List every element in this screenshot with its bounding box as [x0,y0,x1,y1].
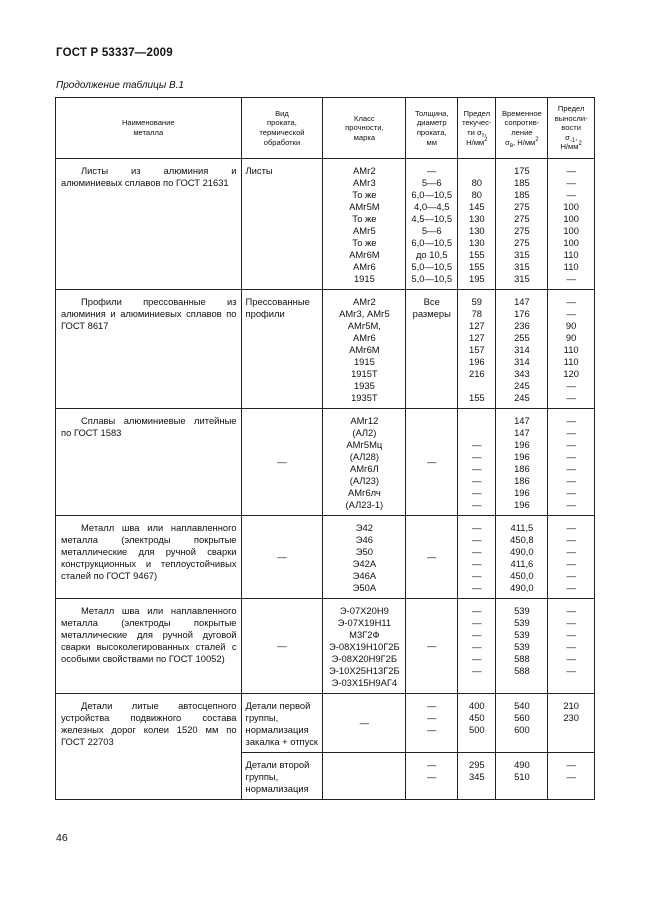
thickness-cell-value: — [427,771,437,782]
endurance-cell-value: — [566,570,576,581]
endurance-cell-value: 100 [563,225,579,236]
tensile-cell-value: 245 [514,392,530,403]
tensile-cell-value: 196 [514,439,530,450]
grade-cell-value [323,759,405,771]
grade-cell-value: Э46 [355,534,373,545]
yield-cell-value: — [472,582,482,593]
kind-cell [241,409,323,516]
thickness-cell-value: — [427,456,437,467]
yield-cell-value: — [472,570,482,581]
tensile-cell-value: 175 [514,165,530,176]
thickness-cell-value: 4,5—10,5 [411,213,453,224]
yield-cell-value: 450 [468,712,485,723]
tensile-cell-value: 236 [514,320,530,331]
thickness-cell-value: 5,0—10,5 [411,273,453,284]
yield-cell-value [458,427,495,439]
tensile-cell-value: 185 [514,189,530,200]
tensile-cell-value: 186 [514,475,530,486]
grade-cell [323,599,406,694]
tensile-cell-value: 314 [514,344,530,355]
endurance-cell-value: — [566,177,576,188]
grade-cell-value: АМг12 [350,415,379,426]
tensile-cell-value: 411,6 [510,558,534,569]
grade-cell-value: 1935 [353,380,375,391]
kind-text: Детали второй группы, нормализация [245,759,310,794]
metal-name: Сплавы алюминиевые литейные по ГОСТ 1583 [61,415,237,438]
thickness-cell [406,694,458,753]
thickness-cell [406,409,458,516]
metal-name-cell [56,694,242,800]
grade-cell-value: АМг2 [353,296,376,307]
tensile-cell-value: 147 [514,296,530,307]
col-header-thickness: Толщина, диаметр проката, мм [406,98,458,159]
endurance-cell-value: — [566,534,576,545]
yield-cell-value: 80 [471,189,483,200]
endurance-cell-value: — [566,439,576,450]
endurance-cell-value: — [566,629,576,640]
tensile-cell-value: 560 [514,712,530,723]
kind-text: — [277,551,287,562]
tensile-cell [496,599,548,694]
yield-cell-value: — [472,439,482,450]
yield-cell-value: 59 [471,296,483,307]
tensile-cell-value: 490,0 [510,546,534,557]
yield-cell-value: — [472,463,482,474]
yield-cell-value: 500 [468,724,485,735]
thickness-cell [406,516,458,599]
endurance-cell-value: — [566,665,576,676]
tensile-cell-value: 315 [514,249,530,260]
yield-cell-value: 145 [468,201,485,212]
grade-cell-value: АМг6М [349,249,380,260]
metal-name: Листы из алюминия и алюминиевых сплавов по ГОСТ 21631 [61,165,237,188]
yield-cell-value [458,380,495,392]
yield-cell-value: 130 [468,237,485,248]
col-header-endurance: Предел выносли- вости $\sigma_{-1}$, $Н/мм^2$ [548,98,595,159]
tensile-cell-value: 196 [514,451,530,462]
yield-cell-value: — [472,522,482,533]
yield-cell-value: 216 [468,368,485,379]
grade-cell-value: (АЛ28) [349,451,380,462]
table-row [56,409,595,516]
thickness-cell-value: — [427,640,437,651]
grade-cell-value: АМг6Л [349,463,379,474]
grade-cell [323,409,406,516]
col-header-yield: Предел текучес- ти $\sigma_т$, $Н/мм^2$ [458,98,496,159]
table-row [56,159,595,290]
yield-cell-value: — [472,499,482,510]
metal-name-cell [56,516,242,599]
kind-cell [241,753,323,800]
endurance-cell-value: 110 [563,261,579,272]
thickness-cell-value: 5—6 [421,177,442,188]
endurance-cell-value [548,724,594,736]
endurance-cell-value: — [566,487,576,498]
yield-cell-value: 195 [468,273,485,284]
grade-cell-value: (АЛ23-1) [345,499,384,510]
yield-cell-value [458,415,495,427]
grade-cell-value: То же [352,189,377,200]
grade-cell-value: АМг2 [353,165,376,176]
grade-cell-value: — [359,717,370,728]
tensile-cell-value: 196 [514,487,530,498]
tensile-cell-value: 245 [514,380,530,391]
kind-text: Детали первой группы, нормализация закалка + отпуск [245,700,318,747]
endurance-cell-value: 100 [563,237,579,248]
thickness-cell-value: 6,0—10,5 [411,189,453,200]
yield-cell-value: 400 [468,700,485,711]
tensile-cell-value: 539 [514,629,530,640]
endurance-cell [548,516,595,599]
tensile-cell [496,409,548,516]
metal-name: Металл шва или наплавленного металла (электроды покрытые металлические для ручной сварки конструкционных и теплоустойчивых сталей по ГОСТ 9467) [61,522,237,581]
yield-cell-value: 130 [468,225,485,236]
grade-cell-value: (АЛ23) [349,475,380,486]
yield-cell-value: 345 [468,771,485,782]
yield-cell-value: — [472,605,482,616]
grade-cell-value: 1935Т [351,392,378,403]
tensile-cell-value: 147 [514,427,530,438]
yield-cell-value: — [472,617,482,628]
yield-cell-value: — [472,665,482,676]
thickness-cell-value: 4,0—4,5 [414,201,450,212]
thickness-cell [406,599,458,694]
yield-cell [458,694,496,753]
yield-cell-value: — [472,629,482,640]
thickness-cell-value: — [427,700,437,711]
tensile-cell-value: 490 [514,759,530,770]
table-body [56,159,595,800]
yield-cell [458,599,496,694]
tensile-cell-value: 275 [514,237,530,248]
yield-cell-value: — [472,451,482,462]
grade-cell-value: АМг6лч [347,487,381,498]
tensile-cell-value: 315 [514,261,530,272]
thickness-cell-value: Все [423,296,440,307]
kind-text: Листы [245,165,273,176]
endurance-cell-value: — [566,605,576,616]
grade-cell-value: Э-08Х19Н10Г2Б [329,641,400,652]
grade-cell-value: Э-07Х20Н9 [339,605,389,616]
kind-cell [241,516,323,599]
thickness-cell [406,159,458,290]
tensile-cell-value: 510 [514,771,530,782]
yield-cell-value: — [472,558,482,569]
endurance-cell-value: — [566,499,576,510]
metal-name-cell [56,159,242,290]
endurance-cell-value: — [566,392,576,403]
grade-cell-value: АМг3 [353,177,376,188]
tensile-cell-value: 490,0 [510,582,534,593]
tensile-cell-value: 539 [514,641,530,652]
kind-cell [241,159,323,290]
kind-text: Прессованные профили [245,296,310,319]
grade-cell [323,159,406,290]
tensile-cell-value [496,677,547,689]
metal-name-cell [56,409,242,516]
tensile-cell-value: 450,8 [510,534,534,545]
yield-cell [458,290,496,409]
metal-name-cell [56,290,242,409]
tensile-cell-value: 255 [514,332,530,343]
endurance-cell-value: 90 [565,320,577,331]
table-header-row [56,98,595,159]
yield-cell [458,753,496,800]
tensile-cell-value: 450,0 [510,570,534,581]
yield-cell-value: 155 [468,249,485,260]
yield-cell-value: 78 [471,308,483,319]
grade-cell-value: Э-10Х25Н13Г2Б [329,665,400,676]
grade-cell-value: То же [352,237,377,248]
grade-cell-value: Э42А [352,558,377,569]
yield-cell-value: 196 [468,356,485,367]
grade-cell [323,694,406,753]
endurance-cell [548,694,595,753]
metal-name: Профили прессованные из алюминия и алюминиевых сплавов по ГОСТ 8617 [61,296,237,331]
tensile-cell-value: 196 [514,499,530,510]
thickness-cell-value: 5,0—10,5 [411,261,453,272]
tensile-cell [496,290,548,409]
endurance-cell-value: — [566,617,576,628]
tensile-cell [496,753,548,800]
kind-text: — [277,456,287,467]
tensile-cell-value: 275 [514,213,530,224]
grade-cell-value: Э-07Х19Н11 [337,617,392,628]
grade-cell [323,753,406,800]
tensile-cell-value: 315 [514,273,530,284]
yield-cell [458,516,496,599]
thickness-cell-value: — [427,759,437,770]
thickness-cell-value: 6,0—10,5 [411,237,453,248]
endurance-cell-value: — [566,558,576,569]
yield-cell-value: 127 [468,320,485,331]
yield-cell [458,409,496,516]
tensile-cell-value: 539 [514,605,530,616]
yield-cell-value: 155 [468,392,485,403]
grade-cell-value: АМг5 [353,225,376,236]
yield-cell-value: 80 [471,177,483,188]
endurance-cell-value [548,677,594,689]
grade-cell-value: 1915 [353,356,375,367]
col-header-tensile: Временное сопротив- ление $\sigma_в$, $Н/мм^2$ [496,98,548,159]
grade-cell [323,516,406,599]
endurance-cell-value: 110 [563,356,579,367]
grade-cell-value: Э50 [355,546,373,557]
endurance-cell-value: — [566,296,576,307]
table-caption: Продолжение таблицы В.1 [56,80,184,91]
grade-cell-value: Э-03Х15Н9АГ4 [331,677,398,688]
grade-cell-value: АМг3, АМг5 [339,308,390,319]
tensile-cell [496,159,548,290]
grade-cell-value: 1915 [353,273,375,284]
endurance-cell-value: 110 [563,249,579,260]
endurance-cell-value: — [566,582,576,593]
grade-cell [323,290,406,409]
endurance-cell [548,599,595,694]
tensile-cell [496,694,548,753]
endurance-cell-value: — [566,273,576,284]
tensile-cell-value: 539 [514,617,530,628]
page-number: 46 [56,832,68,844]
endurance-cell-value: 100 [563,201,579,212]
metal-name-cell [56,599,242,694]
endurance-cell-value: — [566,475,576,486]
grade-cell-value: То же [352,213,377,224]
endurance-cell [548,159,595,290]
thickness-cell [406,290,458,409]
thickness-cell-value: — [427,712,437,723]
col-header-name: Наименование металла [56,98,242,159]
grade-cell-value: 1915Т [351,368,378,379]
grade-cell-value: АМг5М [349,201,380,212]
endurance-cell-value: — [566,759,576,770]
kind-cell [241,599,323,694]
table-row [56,599,595,694]
tensile-cell-value: 343 [514,368,530,379]
grade-cell-value: АМг5М, [347,320,381,331]
tensile-cell-value: 275 [514,225,530,236]
col-header-kind: Вид проката, термической обработки [241,98,323,159]
thickness-cell [406,753,458,800]
tensile-cell-value: 411,5 [510,522,534,533]
tensile-cell-value: 185 [514,177,530,188]
tensile-cell-value: 147 [514,415,530,426]
endurance-cell [548,753,595,800]
tensile-cell-value: 588 [514,653,530,664]
tensile-cell-value: 588 [514,665,530,676]
grade-cell-value: Э46А [352,570,377,581]
endurance-cell-value: 210 [563,700,579,711]
yield-cell-value: — [472,487,482,498]
yield-cell-value: 295 [468,759,485,770]
grade-cell-value: (АЛ2) [352,427,377,438]
endurance-cell-value: 110 [563,344,579,355]
thickness-cell-value: — [427,165,437,176]
kind-cell [241,290,323,409]
grade-cell-value: Э-08Х20Н9Г2Б [331,653,398,664]
grade-cell-value: М3Г2Ф [349,629,380,640]
yield-cell-value: 127 [468,332,485,343]
tensile-cell-value: 176 [514,308,530,319]
yield-cell-value: — [472,534,482,545]
yield-cell-value: 157 [468,344,485,355]
thickness-cell-value: до 10,5 [415,249,448,260]
thickness-cell-value: — [427,724,437,735]
endurance-cell-value: — [566,546,576,557]
yield-cell-value: 155 [468,261,485,272]
kind-cell [241,694,323,753]
yield-cell-value: — [472,546,482,557]
thickness-cell-value: 5—6 [421,225,442,236]
thickness-cell-value: — [427,551,437,562]
yield-cell-value [458,677,495,689]
endurance-cell-value: — [566,189,576,200]
tensile-cell-value: 186 [514,463,530,474]
endurance-cell-value: 120 [563,368,579,379]
tensile-cell-value: 600 [514,724,530,735]
metal-name: Металл шва или наплавленного металла (электроды покрытые металлические для ручной дуговой сварки высоколегированных сталей с особыми свойствами по ГОСТ 10052) [61,605,237,664]
endurance-cell-value: — [566,522,576,533]
tensile-cell-value: 275 [514,201,530,212]
endurance-cell-value: — [566,451,576,462]
table-row [56,290,595,409]
yield-cell-value: — [472,653,482,664]
table-row [56,694,595,753]
endurance-cell-value: 100 [563,213,579,224]
endurance-cell-value: — [566,771,576,782]
grade-cell-value: АМг6 [353,332,376,343]
endurance-cell [548,290,595,409]
yield-cell-value: — [472,475,482,486]
yield-cell-value: 130 [468,213,485,224]
endurance-cell-value: — [566,308,576,319]
grade-cell-value: Э50А [352,582,377,593]
yield-cell-value [458,165,495,177]
endurance-cell-value: 230 [563,712,579,723]
grade-cell-value: АМг6М [349,344,380,355]
grade-cell-value: АМг6 [353,261,376,272]
endurance-cell-value: 90 [565,332,577,343]
tensile-cell-value: 314 [514,356,530,367]
kind-text: — [277,640,287,651]
endurance-cell-value: — [566,165,576,176]
grade-cell-value: Э42 [355,522,373,533]
tensile-cell [496,516,548,599]
yield-cell-value: — [472,641,482,652]
endurance-cell-value: — [566,415,576,426]
endurance-cell-value: — [566,463,576,474]
endurance-cell-value: — [566,427,576,438]
endurance-cell-value: — [566,641,576,652]
materials-table [55,97,595,800]
grade-cell-value: АМг5Мц [346,439,383,450]
endurance-cell-value: — [566,653,576,664]
document-header: ГОСТ Р 53337—2009 [56,47,173,59]
tensile-cell-value: 540 [514,700,530,711]
table-row [56,516,595,599]
endurance-cell-value: — [566,380,576,391]
endurance-cell [548,409,595,516]
yield-cell [458,159,496,290]
col-header-grade: Класс прочности, марка [323,98,406,159]
metal-name: Детали литые автосцепного устройства подвижного состава железных дорог колеи 1520 мм по ГОСТ 22703 [61,700,237,747]
thickness-cell-value: размеры [412,308,451,319]
